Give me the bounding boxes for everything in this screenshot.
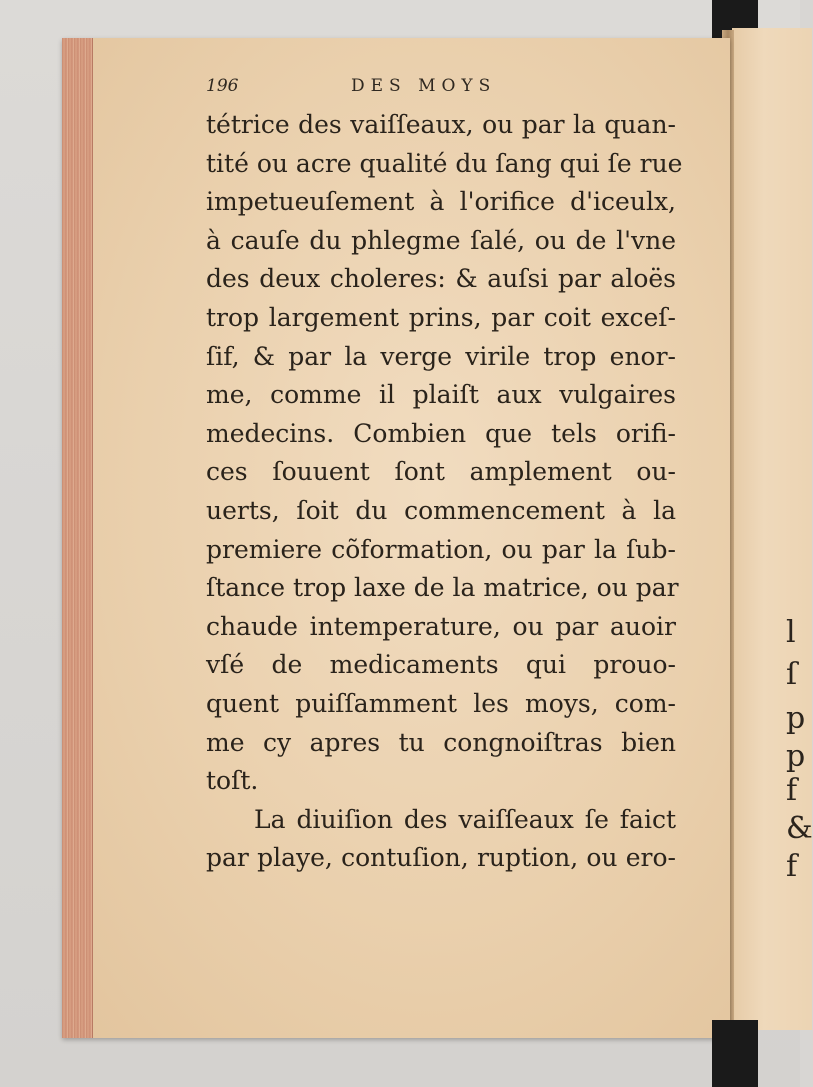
text-line: impetueuſement à l'orifice d'iceulx, (206, 187, 676, 217)
text-line: vſé de medicaments qui prouo- (206, 650, 676, 680)
text-line: par playe, contuſion, ruption, ou ero- (206, 843, 676, 873)
text-line: me, comme il plaiſt aux vulgaires (206, 380, 676, 410)
running-head (206, 76, 686, 106)
text-line: medecins. Combien que tels orifi- (206, 418, 676, 448)
running-title: DES MOYS (351, 76, 497, 96)
facing-page (732, 28, 812, 1030)
text-line: trop largement prins, par coit exceſ- (206, 302, 676, 332)
text-line: toſt. (206, 766, 259, 796)
page-number: 196 (206, 76, 239, 96)
facing-page-letter: f (786, 849, 798, 884)
text-line: tétrice des vaiſſeaux, ou par la quan- (206, 110, 676, 139)
bookmark-ribbon-bottom (712, 1020, 758, 1087)
body-text (206, 106, 686, 878)
text-line: uerts, ſoit du commencement à la (206, 495, 676, 525)
facing-page-letter: p (786, 739, 806, 774)
text-line: ces ſouuent ſont amplement ou- (206, 457, 676, 487)
text-line: tité ou acre qualité du ſang qui ſe rue (206, 148, 683, 178)
facing-page-letter: l (786, 615, 796, 650)
text-line: des deux choleres: & auſsi par aloës (206, 264, 676, 294)
text-line: ſif, & par la verge virile trop enor- (206, 341, 676, 371)
text-line: ſtance trop laxe de la matrice, ou par (206, 573, 679, 603)
page-content (206, 76, 686, 878)
facing-page-letter: & (786, 811, 813, 846)
text-line: premiere cõformation, ou par la ſub- (206, 534, 676, 564)
paragraph-start-line: La diuiſion des vaiſſeaux ſe faict (254, 804, 676, 834)
text-line: chaude intemperature, ou par auoir (206, 611, 676, 641)
text-line: à cauſe du phlegme ſalé, ou de l'vne (206, 225, 676, 255)
facing-page-letter: p (786, 701, 806, 736)
text-line: me cy apres tu congnoiſtras bien (206, 727, 676, 757)
text-line: quent puiſſamment les moys, com- (206, 688, 676, 718)
facing-page-letter: ſ (786, 657, 798, 692)
facing-page-letter: f (786, 773, 798, 808)
